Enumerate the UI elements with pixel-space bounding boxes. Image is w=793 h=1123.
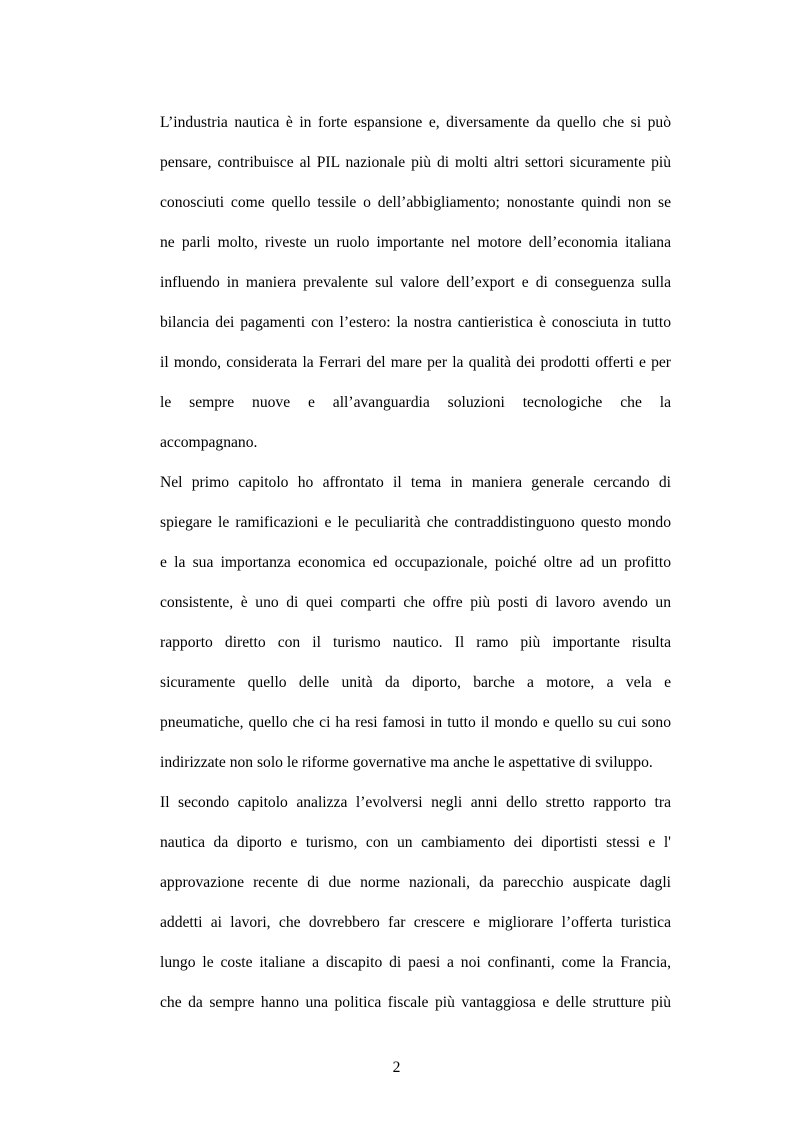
text-line: L’industria nautica è in forte espansione e, diversamente da quello che si può xyxy=(160,114,671,131)
text-line: approvazione recente di due norme nazionali, da parecchio auspicate dagli xyxy=(160,874,671,891)
text-line: ne parli molto, riveste un ruolo importante nel motore dell’economia italiana xyxy=(160,234,671,251)
text-line: Nel primo capitolo ho affrontato il tema in maniera generale cercando di xyxy=(160,474,671,491)
text-line: il mondo, considerata la Ferrari del mare per la qualità dei prodotti offerti e per xyxy=(160,354,671,371)
page-number: 2 xyxy=(392,1059,401,1076)
text-line: consistente, è uno di quei comparti che offre più posti di lavoro avendo un xyxy=(160,594,671,611)
text-line: conosciuti come quello tessile o dell’abbigliamento; nonostante quindi non se xyxy=(160,194,671,211)
paragraph-1 xyxy=(160,110,671,470)
text-line: e la sua importanza economica ed occupazionale, poiché oltre ad un profitto xyxy=(160,554,671,571)
text-line: pensare, contribuisce al PIL nazionale più di molti altri settori sicuramente più xyxy=(160,154,671,171)
text-line: accompagnano. xyxy=(160,434,258,451)
text-line: nautica da diporto e turismo, con un cambiamento dei diportisti stessi e l' xyxy=(160,834,671,851)
paragraph-3 xyxy=(160,790,671,1030)
text-line: rapporto diretto con il turismo nautico. Il ramo più importante risulta xyxy=(160,634,671,651)
paragraph-2 xyxy=(160,470,671,790)
text-line: indirizzate non solo le riforme governative ma anche le aspettative di sviluppo. xyxy=(160,754,653,771)
text-line: addetti ai lavori, che dovrebbero far crescere e migliorare l’offerta turistica xyxy=(160,914,671,931)
text-line: Il secondo capitolo analizza l’evolversi negli anni dello stretto rapporto tra xyxy=(160,794,671,811)
document-body xyxy=(160,110,671,1030)
text-line: bilancia dei pagamenti con l’estero: la nostra cantieristica è conosciuta in tutto xyxy=(160,314,671,331)
text-line: influendo in maniera prevalente sul valore dell’export e di conseguenza sulla xyxy=(160,274,671,291)
text-line: le sempre nuove e all’avanguardia soluzioni tecnologiche che la xyxy=(160,394,671,411)
text-line: spiegare le ramificazioni e le peculiarità che contraddistinguono questo mondo xyxy=(160,514,671,531)
text-line: sicuramente quello delle unità da diporto, barche a motore, a vela e xyxy=(160,674,671,691)
text-line: lungo le coste italiane a discapito di paesi a noi confinanti, come la Francia, xyxy=(160,954,671,971)
text-line: pneumatiche, quello che ci ha resi famosi in tutto il mondo e quello su cui sono xyxy=(160,714,671,731)
text-line: che da sempre hanno una politica fiscale più vantaggiosa e delle strutture più xyxy=(160,994,671,1011)
